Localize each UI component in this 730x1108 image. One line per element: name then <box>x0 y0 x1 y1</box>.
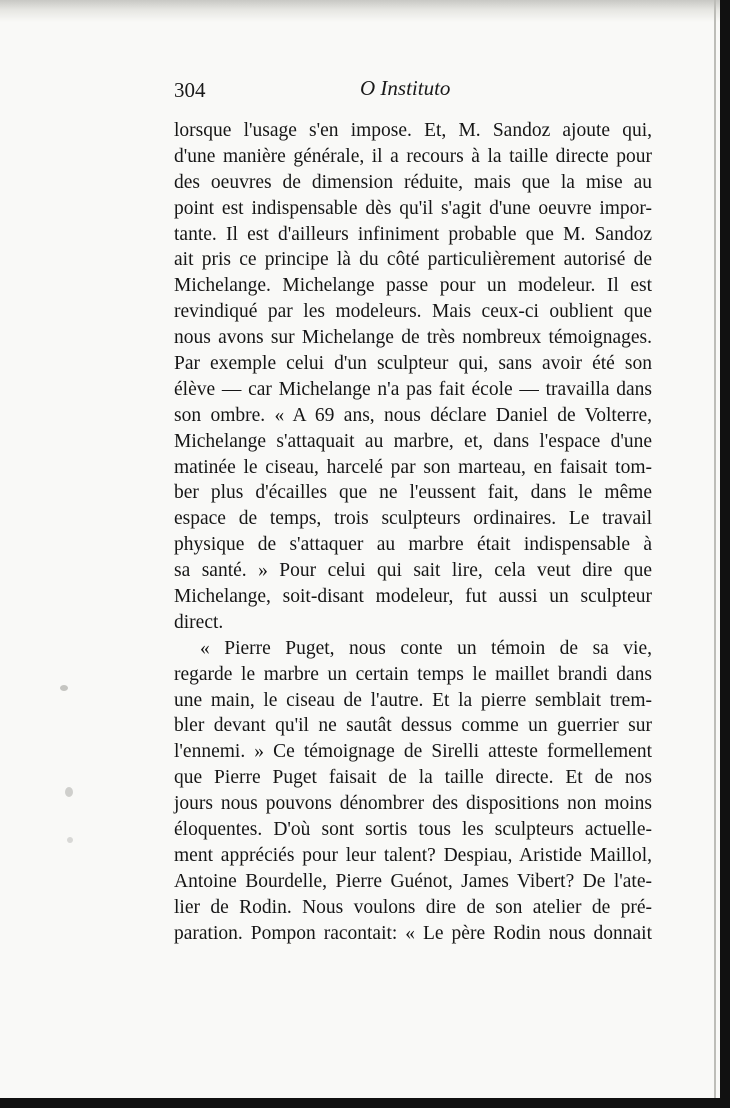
text-line: éloquentes. D'où sont sortis tous les sculpteurs actuelle- <box>174 819 652 841</box>
text-line: revindiqué par les modeleurs. Mais ceux-ci oublient que <box>174 301 652 323</box>
text-line: Michelange, soit-disant modeleur, fut aussi un sculpteur <box>174 586 652 608</box>
text-line: que Pierre Puget faisait de la taille directe. Et de nos <box>174 767 652 789</box>
text-line: tante. Il est d'ailleurs infiniment probable que M. Sandoz <box>174 223 652 245</box>
scan-specks <box>55 680 79 860</box>
text-line-paragraph-start: « Pierre Puget, nous conte un témoin de sa vie, <box>200 637 652 659</box>
text-line-paragraph-end: direct. <box>174 611 224 633</box>
scan-border-right <box>720 0 730 1108</box>
text-line: jours nous pouvons dénombrer des dispositions non moins <box>174 793 652 815</box>
text-line: bler devant qu'il ne sautât dessus comme un guerrier sur <box>174 715 652 737</box>
text-line: ber plus d'écailles que ne l'eussent fait, dans le même <box>174 482 652 504</box>
text-line: d'une manière générale, il a recours à la taille directe pour <box>174 145 652 167</box>
text-line: ment appréciés pour leur talent? Despiau, Aristide Maillol, <box>174 844 652 866</box>
text-line: des oeuvres de dimension réduite, mais que la mise au <box>174 171 652 193</box>
text-line: son ombre. « A 69 ans, nous déclare Daniel de Volterre, <box>174 404 652 426</box>
text-line: lorsque l'usage s'en impose. Et, M. Sandoz ajoute qui, <box>174 120 652 141</box>
running-title: O Instituto <box>360 76 451 100</box>
body-text <box>174 118 652 947</box>
text-line: une main, le ciseau de l'autre. Et la pierre semblait trem- <box>174 689 652 711</box>
text-line: sa santé. » Pour celui qui sait lire, cela veut dire que <box>174 560 652 582</box>
text-line: paration. Pompon racontait: « Le père Rodin nous donnait <box>174 922 652 944</box>
text-line: lier de Rodin. Nous voulons dire de son atelier de pré- <box>174 896 652 918</box>
scan-shadow-top <box>0 0 730 22</box>
text-line: Michelange s'attaquait au marbre, et, dans l'espace d'une <box>174 430 652 452</box>
text-line: regarde le marbre un certain temps le maillet brandi dans <box>174 663 652 685</box>
text-line: ait pris ce principe là du côté particulièrement autorisé de <box>174 249 652 271</box>
text-line: nous avons sur Michelange de très nombreux témoignages. <box>174 327 652 349</box>
scan-edge-line <box>714 0 716 1108</box>
text-line: l'ennemi. » Ce témoignage de Sirelli atteste formellement <box>174 741 652 763</box>
text-line: matinée le ciseau, harcelé par son marteau, en faisait tom- <box>174 456 652 478</box>
text-line: espace de temps, trois sculpteurs ordinaires. Le travail <box>174 508 652 530</box>
text-line: Par exemple celui d'un sculpteur qui, sans avoir été son <box>174 353 652 375</box>
text-line: Antoine Bourdelle, Pierre Guénot, James Vibert? De l'ate- <box>174 870 652 892</box>
page-number: 304 <box>174 78 206 102</box>
running-head <box>174 74 650 106</box>
text-line: physique de s'attaquer au marbre était indispensable à <box>174 534 652 556</box>
text-line: point est indispensable dès qu'il s'agit d'une oeuvre impor- <box>174 197 652 219</box>
scan-border-bottom <box>0 1098 730 1108</box>
text-line: élève — car Michelange n'a pas fait école — travailla dans <box>174 378 652 400</box>
text-line: Michelange. Michelange passe pour un modeleur. Il est <box>174 275 652 297</box>
